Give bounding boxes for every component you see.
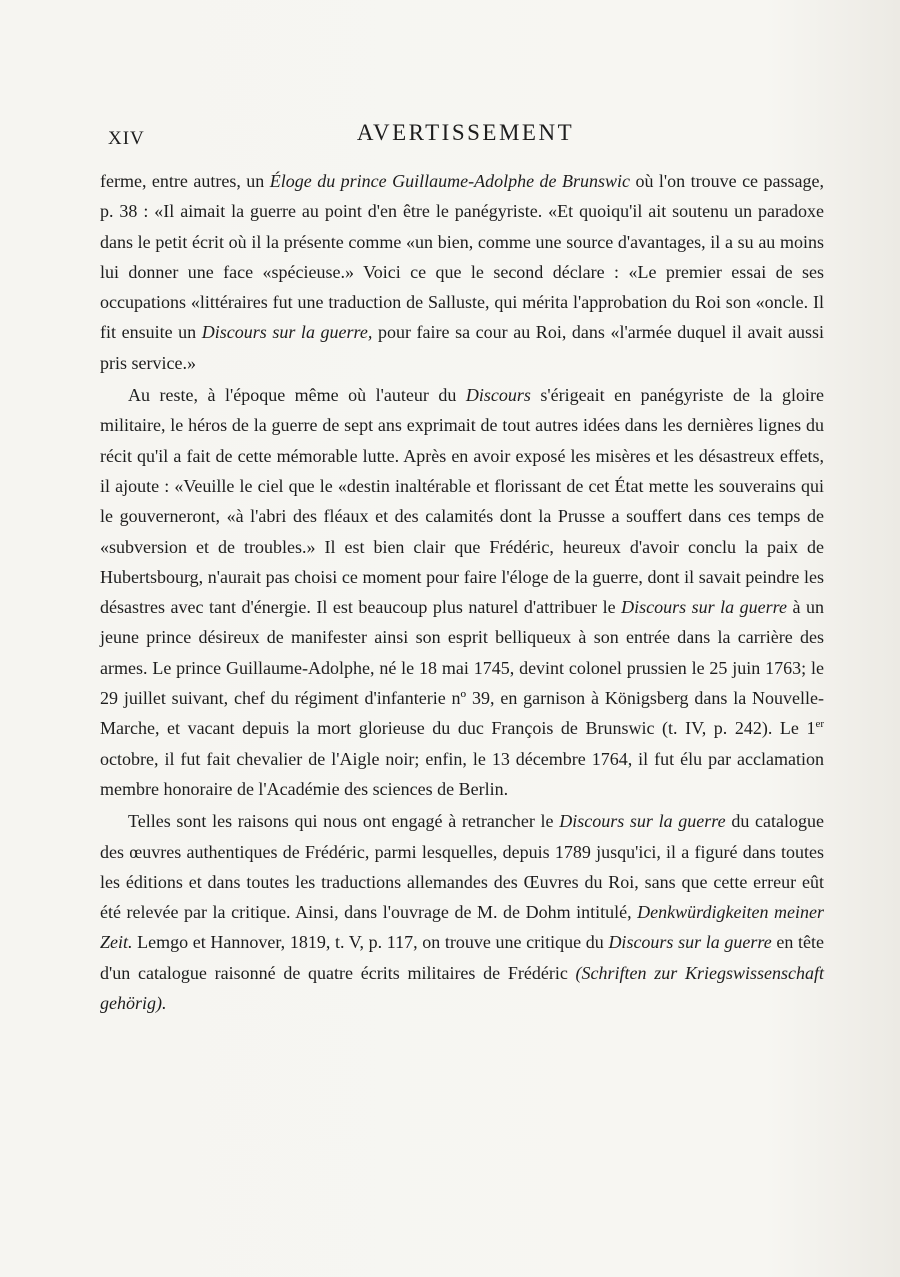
italic-text: Discours sur la guerre, [201,322,373,343]
superscript-text: er [815,718,824,731]
italic-text: (Schriften zur Kriegswissenschaft gehörig). [100,962,824,1014]
text-run: à un jeune prince désireux de manifester ainsi son esprit belliqueux à son entrée dans la carrière des armes. Le prince Guillaume-Adolphe, né le 18 mai 1745, devint colonel prussien le 25 juin 1763; le 29 juillet suivant, chef du régiment d'infanterie nº 39, en garnison à Königsberg dans la Nouvelle-Marche, et vacant depuis la mort glorieuse du duc François de Brunswic (t. IV, p. 242). Le 1 [100,597,824,739]
body-text [100,166,824,1018]
paragraph [100,166,824,378]
text-run: du catalogue des œuvres authentiques de Frédéric, parmi lesquelles, depuis 1789 jusqu'ici, il a figuré dans toutes les éditions et dans toutes les traductions allemandes des Œuvres du Roi, sans que cette erreur eût été relevée par la critique. Ainsi, dans l'ouvrage de M. de Dohm intitulé, [100,811,824,923]
text-run: où l'on trouve ce passage, p. 38 : «Il aimait la guerre au point d'en être le panégyriste. «Et quoiqu'il ait soutenu un paradoxe dans le petit écrit où il la présente comme «un bien, comme une source d'avantages, il a su au moins lui donner une face «spécieuse.» Voici ce que le second déclare : «Le premier essai de ses occupations «littéraires fut une traduction de Salluste, qui mérita l'approbation du Roi son «oncle. Il fit ensuite un [100,171,824,343]
paragraph [100,806,824,1018]
text-run: pour faire sa cour au Roi, dans «l'armée duquel il avait aussi pris service.» [100,322,825,373]
italic-text: Discours sur la guerre [608,932,772,953]
paragraph [100,380,824,804]
text-run: s'érigeait en panégyriste de la gloire militaire, le héros de la guerre de sept ans exprimait de tout autres idées dans les dernières lignes du récit qu'il a fait de cette mémorable lutte. Après en avoir exposé les misères et les désastreux effets, il ajoute : «Veuille le ciel que le «destin inaltérable et florissant de cet État mette les souverains qui le gouverneront, «à l'abri des fléaux et des calamités dont la Prusse a souffert dans ces temps de «subversion et de troubles.» Il est bien clair que Frédéric, heureux d'avoir conclu la paix de Hubertsbourg, n'aurait pas choisi ce moment pour faire l'éloge de la guerre, dont il savait peindre les désastres avec tant d'énergie. Il est beaucoup plus naturel d'attribuer le [100,385,825,618]
page-number: XIV [108,128,145,149]
italic-text: Discours [465,385,531,406]
italic-text: Denkwürdigkeiten meiner Zeit. [100,902,824,953]
text-run: Au reste, à l'époque même où l'auteur du [128,385,466,406]
page-header [108,118,823,154]
text-run: Lemgo et Hannover, 1819, t. V, p. 117, on trouve une critique du [132,932,609,953]
italic-text: Éloge du prince Guillaume-Adolphe de Brunswic [269,171,630,191]
running-head: AVERTISSEMENT [356,120,575,145]
italic-text: Discours sur la guerre [559,811,726,832]
italic-text: Discours sur la guerre [621,597,787,618]
text-run: ferme, entre autres, un [100,171,270,191]
text-run: octobre, il fut fait chevalier de l'Aigle noir; enfin, le 13 décembre 1764, il fut élu par acclamation membre honoraire de l'Académie des sciences de Berlin. [100,748,824,799]
text-run: en tête d'un catalogue raisonné de quatre écrits militaires de Frédéric [100,932,824,983]
text-run: Telles sont les raisons qui nous ont engagé à retrancher le [128,811,560,832]
